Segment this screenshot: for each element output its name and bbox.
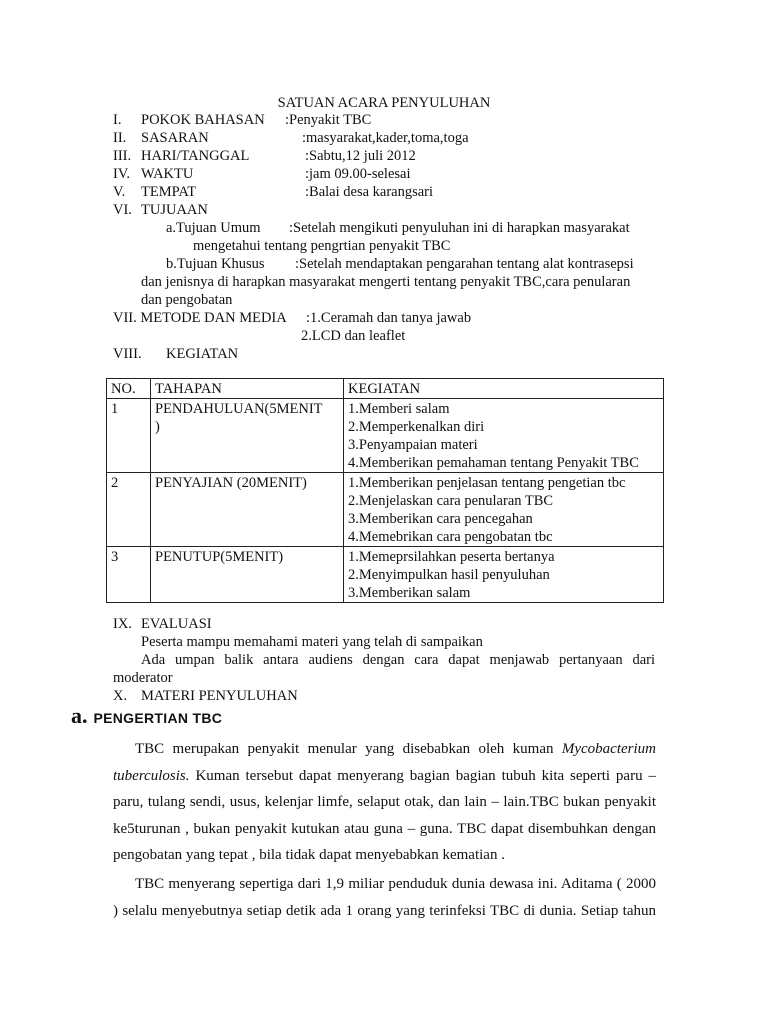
tahapan-line: PENYAJIAN (20MENIT) xyxy=(155,475,307,491)
table-header-cell: TAHAPAN xyxy=(151,379,344,399)
item-label: TUJUAAN xyxy=(141,202,208,218)
materi-label: MATERI PENYULUHAN xyxy=(141,688,298,704)
paragraph-line: paru, tulang sendi, usus, kelenjar limfe, selaput otak, dan lain – lain.TBC bukan penyakit xyxy=(113,794,656,810)
section-heading xyxy=(71,703,223,728)
item-label: TEMPAT xyxy=(141,184,197,200)
evaluasi-label: EVALUASI xyxy=(141,616,212,632)
table-cell-kegiatan xyxy=(344,547,664,603)
tujuan-umum-text: mengetahui tentang pengrtian penyakit TBC xyxy=(193,238,451,254)
paragraph-line: ke5turunan , bukan penyakit kutukan atau guna – guna. TBC dapat disembuhkan dengan xyxy=(113,820,656,837)
item-label: SASARAN xyxy=(141,130,209,146)
evaluasi-text: moderator xyxy=(113,670,173,686)
evaluasi-num: IX. xyxy=(113,616,132,632)
text-run: Kuman tersebut dapat menyerang bagian bagian tubuh kita seperti paru – xyxy=(195,767,656,784)
table-header-row xyxy=(107,379,664,399)
metode-value: :1.Ceramah dan tanya jawab xyxy=(306,310,472,326)
table-row xyxy=(107,473,664,547)
kegiatan-label: KEGIATAN xyxy=(166,346,239,362)
table-row xyxy=(107,547,664,603)
item-label: WAKTU xyxy=(141,166,194,182)
kegiatan-item: 3.Memberikan cara pencegahan xyxy=(348,511,533,527)
table-cell-tahapan xyxy=(151,473,344,547)
item-num: I. xyxy=(113,112,122,128)
table-cell-no: 2 xyxy=(107,473,151,547)
tahapan-line: PENDAHULUAN(5MENIT xyxy=(155,401,323,417)
kegiatan-item: 1.Memberi salam xyxy=(348,401,450,417)
kegiatan-item: 2.Menyimpulkan hasil penyuluhan xyxy=(348,567,550,583)
kegiatan-item: 3.Penyampaian materi xyxy=(348,437,478,453)
kegiatan-item: 1.Memberikan penjelasan tentang pengetian tbc xyxy=(348,475,626,491)
tujuan-khusus-text: dan pengobatan xyxy=(141,292,233,308)
table-cell-tahapan xyxy=(151,399,344,473)
tujuan-umum-text: :Setelah mengikuti penyuluhan ini di harapkan masyarakat xyxy=(289,220,630,236)
paragraph-line: ) selalu menyebutnya setiap detik ada 1 orang yang terinfeksi TBC di dunia. Setiap tahun xyxy=(113,902,656,919)
item-num: V. xyxy=(113,184,126,200)
item-num: III. xyxy=(113,148,132,164)
section-title: PENGERTIAN TBC xyxy=(93,710,223,726)
table-cell-kegiatan xyxy=(344,399,664,473)
paragraph-1 xyxy=(113,736,656,869)
item-value: :Balai desa karangsari xyxy=(305,184,434,200)
table-cell-kegiatan xyxy=(344,473,664,547)
item-value: :jam 09.00-selesai xyxy=(305,166,411,182)
kegiatan-item: 3.Memberikan salam xyxy=(348,585,471,601)
item-value: :Sabtu,12 juli 2012 xyxy=(305,148,416,164)
table-row xyxy=(107,399,664,473)
kegiatan-item: 2.Menjelaskan cara penularan TBC xyxy=(348,493,554,509)
metode-value: 2.LCD dan leaflet xyxy=(301,328,406,344)
kegiatan-item: 2.Memperkenalkan diri xyxy=(348,419,485,435)
evaluasi-text: Ada umpan balik antara audiens dengan cara dapat menjawab pertanyaan dari xyxy=(141,652,655,668)
paragraph-line: TBC menyerang sepertiga dari 1,9 miliar penduduk dunia dewasa ini. Aditama ( 2000 xyxy=(135,876,656,892)
materi-num: X. xyxy=(113,688,128,704)
evaluasi-text: Peserta mampu memahami materi yang telah di sampaikan xyxy=(141,634,483,650)
section-letter: a. xyxy=(71,703,88,728)
table-header-cell: NO. xyxy=(107,379,151,399)
metode-label: VII. METODE DAN MEDIA xyxy=(113,310,287,326)
tahapan-line: PENUTUP(5MENIT) xyxy=(155,549,284,565)
item-value: :masyarakat,kader,toma,toga xyxy=(302,130,469,146)
table-header-cell: KEGIATAN xyxy=(344,379,664,399)
kegiatan-table xyxy=(106,378,664,603)
tahapan-line: ) xyxy=(155,419,160,435)
item-label: POKOK BAHASAN xyxy=(141,112,265,128)
tujuan-khusus-label: b.Tujuan Khusus xyxy=(166,256,265,272)
paragraph-line xyxy=(113,736,656,763)
italic-term: Mycobacterium xyxy=(561,741,657,757)
kegiatan-item: 4.Memberikan pemahaman tentang Penyakit TBC xyxy=(348,455,639,471)
table-cell-tahapan xyxy=(151,547,344,603)
tujuan-umum-label: a.Tujuan Umum xyxy=(166,220,261,236)
item-value: :Penyakit TBC xyxy=(285,112,372,128)
italic-term: tuberculosis. xyxy=(113,767,190,784)
paragraph-2 xyxy=(113,871,656,924)
paragraph-line xyxy=(113,763,656,790)
paragraph-line: pengobatan yang tepat , bila tidak dapat menyebabkan kematian . xyxy=(113,847,505,863)
item-num: II. xyxy=(113,130,127,146)
item-label: HARI/TANGGAL xyxy=(141,148,250,164)
table-cell-no: 1 xyxy=(107,399,151,473)
kegiatan-num: VIII. xyxy=(113,346,142,362)
kegiatan-item: 1.Memeprsilahkan peserta bertanya xyxy=(348,549,555,565)
item-num: IV. xyxy=(113,166,131,182)
tujuan-khusus-text: dan jenisnya di harapkan masyarakat mengerti tentang penyakit TBC,cara penularan xyxy=(141,274,631,290)
kegiatan-item: 4.Memebrikan cara pengobatan tbc xyxy=(348,529,553,545)
tujuan-khusus-text: :Setelah mendaptakan pengarahan tentang alat kontrasepsi xyxy=(295,256,634,272)
item-num: VI. xyxy=(113,202,132,218)
text-run: TBC merupakan penyakit menular yang disebabkan oleh kuman xyxy=(135,741,554,757)
table-cell-no: 3 xyxy=(107,547,151,603)
document-title: SATUAN ACARA PENYULUHAN xyxy=(277,95,491,111)
